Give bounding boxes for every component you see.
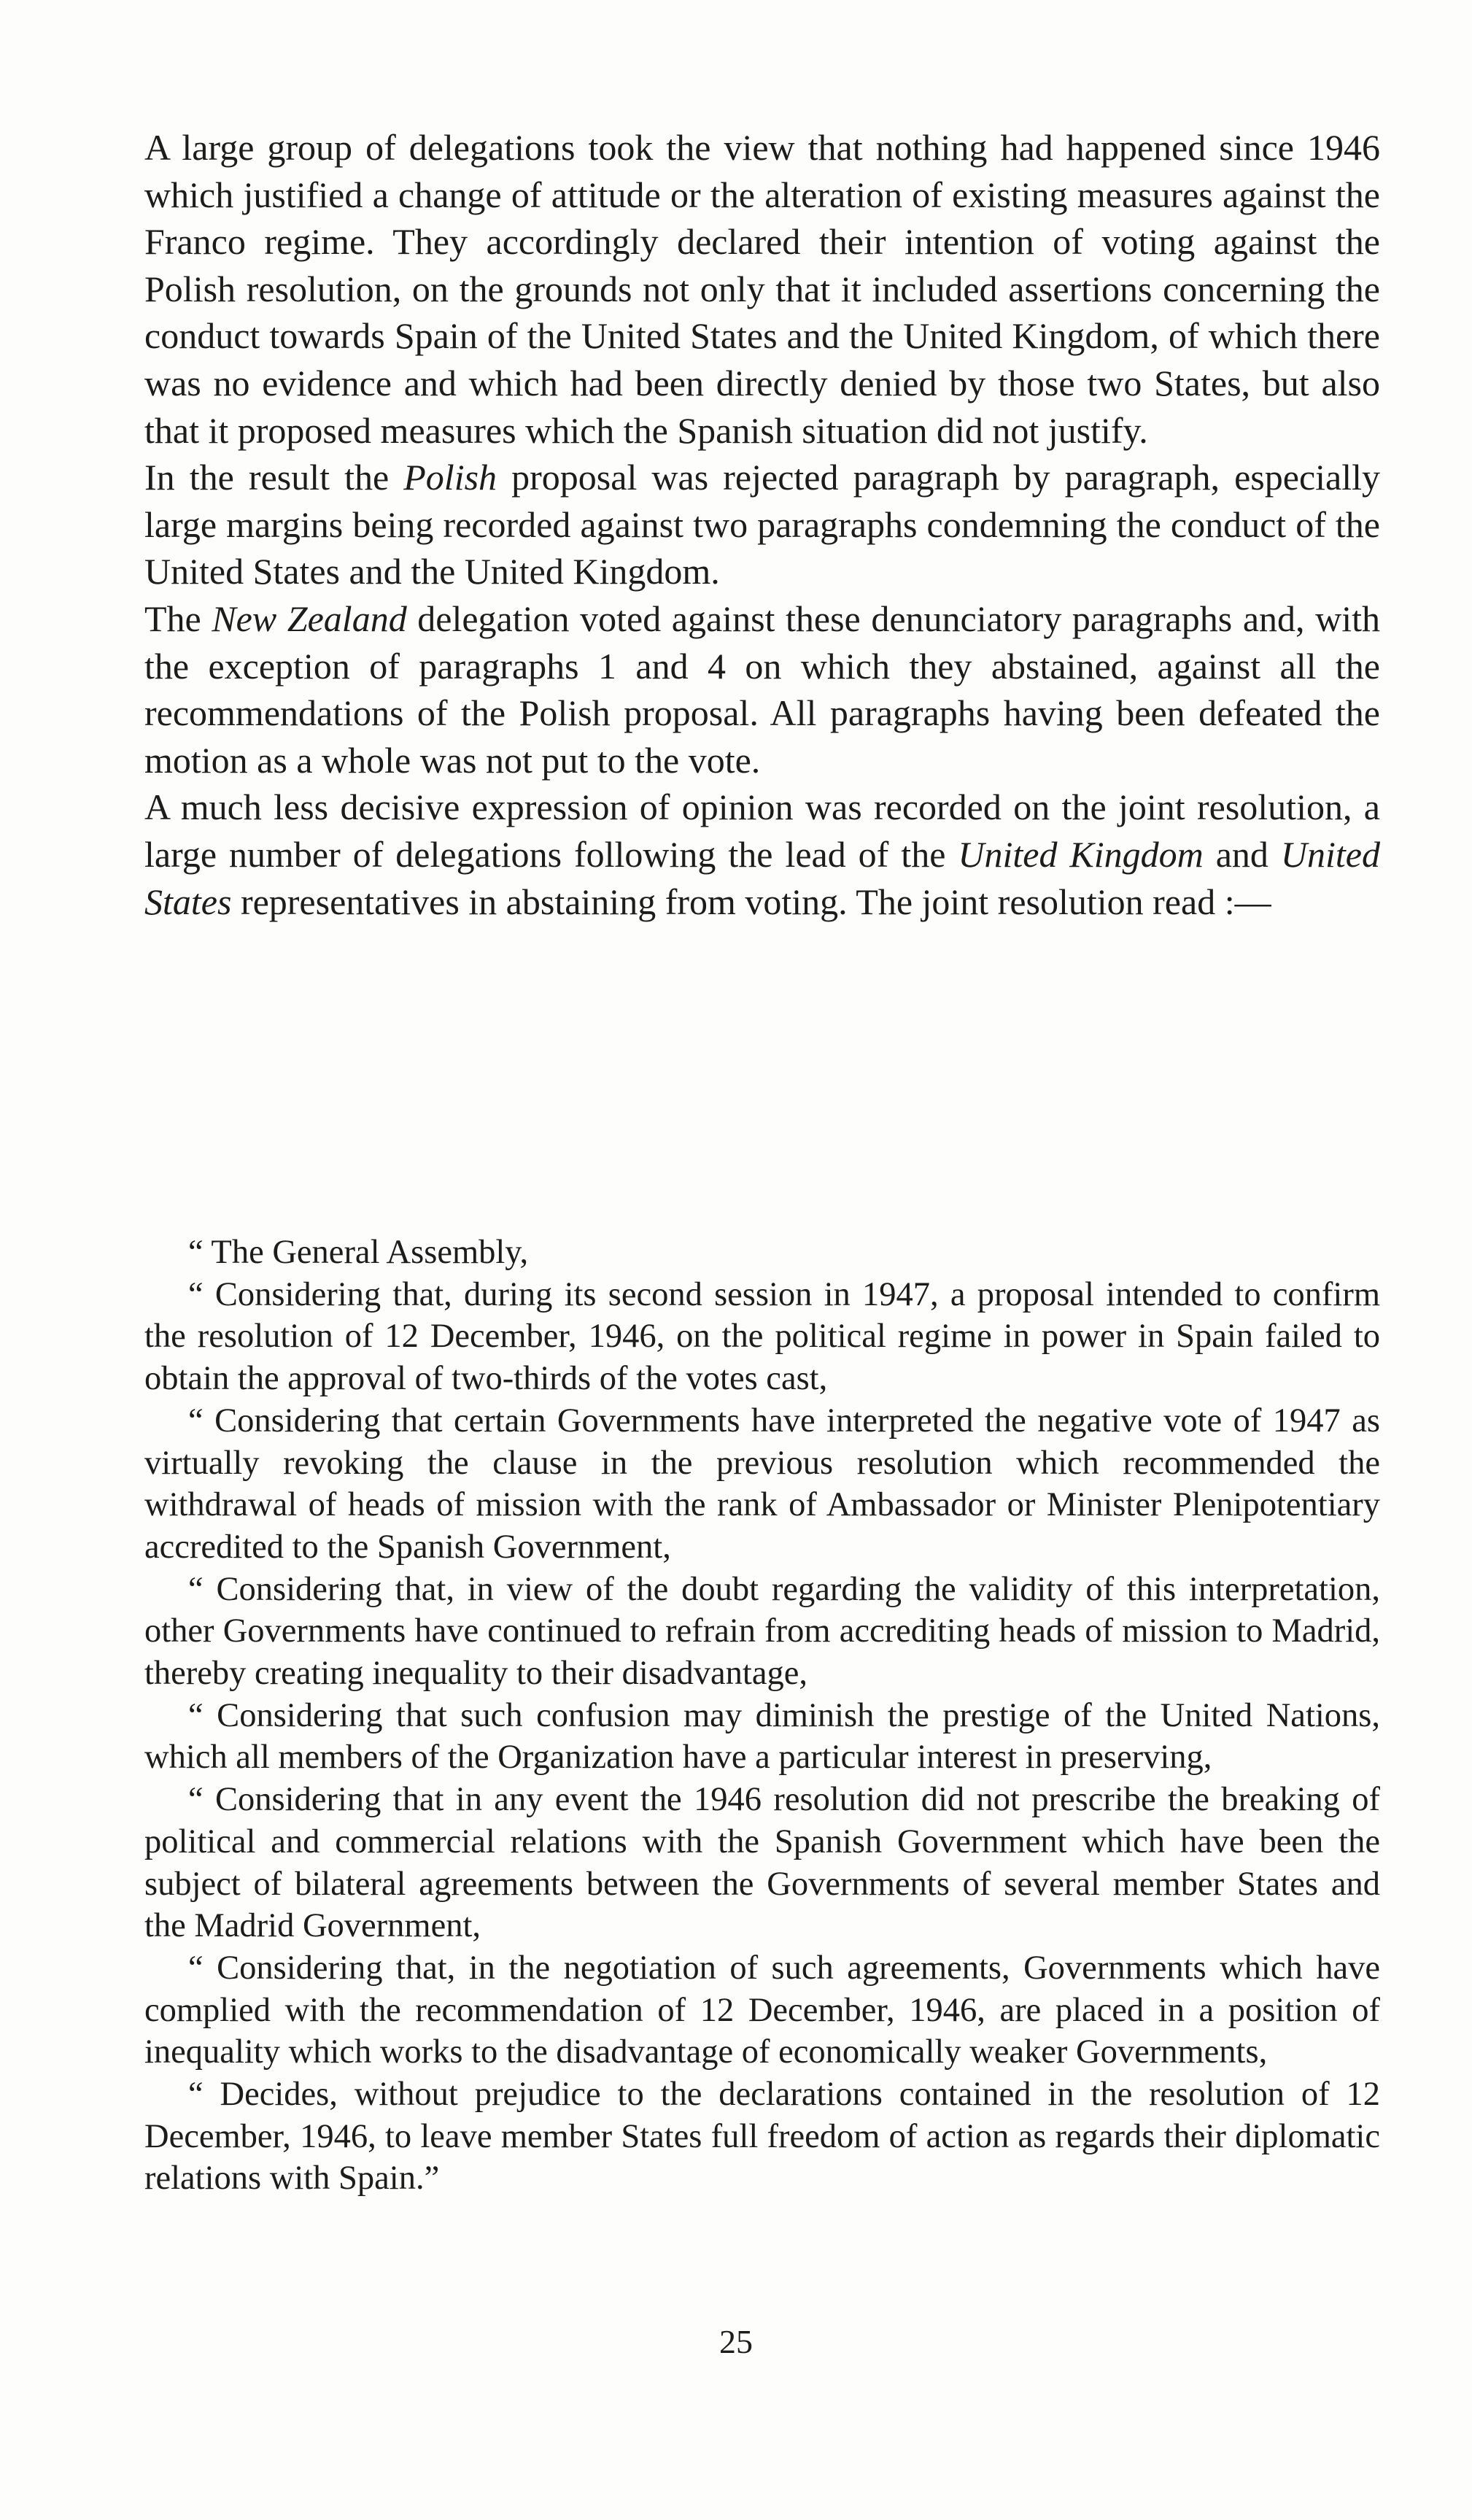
paragraph-text: delegation voted against these denunciatory paragraphs and, with the exception of paragraphs 1 and 4 on which they abstained, against all the recommendations of the Polish proposal. All paragraphs having been defeated the motion as a whole was not put to the vote. [144, 598, 1380, 781]
resolution-clause: “ Considering that in any event the 1946 resolution did not prescribe the breaking of political and commercial relations with the Spanish Government which have been the subject of bilateral agreements between the Governments of several member States and the Madrid Government, [144, 1781, 1380, 1945]
paragraph-text: A large group of delegations took the view that nothing had happened since 1946 which justified a change of attitude or the alteration of existing measures against the Franco regime. They accordingly declared their intention of voting against the Polish resolution, on the grounds not only that it included assertions concerning the conduct towards Spain of the United States and the United Kingdom, of which there was no evidence and which had been directly denied by those two States, but also that it proposed measures which the Spanish situation did not justify. [144, 127, 1380, 451]
resolution-clause: “ Considering that, in the negotiation of such agreements, Governments which have complied with the recommendation of 12 December, 1946, are placed in a position of inequality which works to the disadvantage of economically weaker Governments, [144, 1949, 1380, 2071]
joint-resolution-quote [144, 1232, 1380, 2200]
resolution-clause: “ Considering that such confusion may diminish the prestige of the United Nations, which all members of the Organization have a particular interest in preserving, [144, 1696, 1380, 1777]
paragraph-text: The [144, 598, 212, 639]
paragraph-text: In the result the [144, 457, 404, 498]
italic-term: Polish [403, 457, 497, 498]
resolution-clause: “ Decides, without prejudice to the declarations contained in the resolution of 12 December, 1946, to leave member States full freedom of action as regards their diplomatic relations with Spain.” [144, 2076, 1380, 2198]
paragraph-large-group-view [144, 124, 1380, 454]
paragraph-text: proposal was rejected paragraph by paragraph, especially large margins being recorded against two paragraphs condemning the conduct of the United States and the United Kingdom. [144, 457, 1381, 592]
resolution-clause: “ Considering that, in view of the doubt regarding the validity of this interpretation, other Governments have continued to refrain from accrediting heads of mission to Madrid, thereby creating inequality to their disadvantage, [144, 1570, 1380, 1693]
body-text [144, 124, 1380, 925]
resolution-clause: “ The General Assembly, [188, 1234, 529, 1271]
page-number: 25 [719, 2323, 753, 2360]
paragraph-text: representatives in abstaining from voting. The joint resolution read :— [231, 881, 1271, 922]
italic-term: United Kingdom [958, 833, 1204, 875]
resolution-clause: “ Considering that certain Governments have interpreted the negative vote of 1947 as virtually revoking the clause in the previous resolution which recommended the withdrawal of heads of mission with the rank of Ambassador or Minister Plenipotentiary accredited to the Spanish Government, [144, 1402, 1380, 1566]
resolution-clause: “ Considering that, during its second session in 1947, a proposal intended to confirm the resolution of 12 December, 1946, on the political regime in power in Spain failed to obtain the approval of two-thirds of the votes cast, [144, 1275, 1380, 1398]
paragraph-text: A much less decisive expression of opinion was recorded on the joint resolution, a large number of delegations following the lead of the [144, 786, 1380, 875]
italic-term: New Zealand [212, 598, 407, 639]
paragraph-new-zealand-vote [144, 595, 1380, 784]
italic-term: United States [144, 833, 1380, 922]
paragraph-polish-proposal-rejected [144, 454, 1380, 595]
paragraph-joint-resolution-intro [144, 784, 1380, 925]
paragraph-text: and [1203, 833, 1281, 875]
